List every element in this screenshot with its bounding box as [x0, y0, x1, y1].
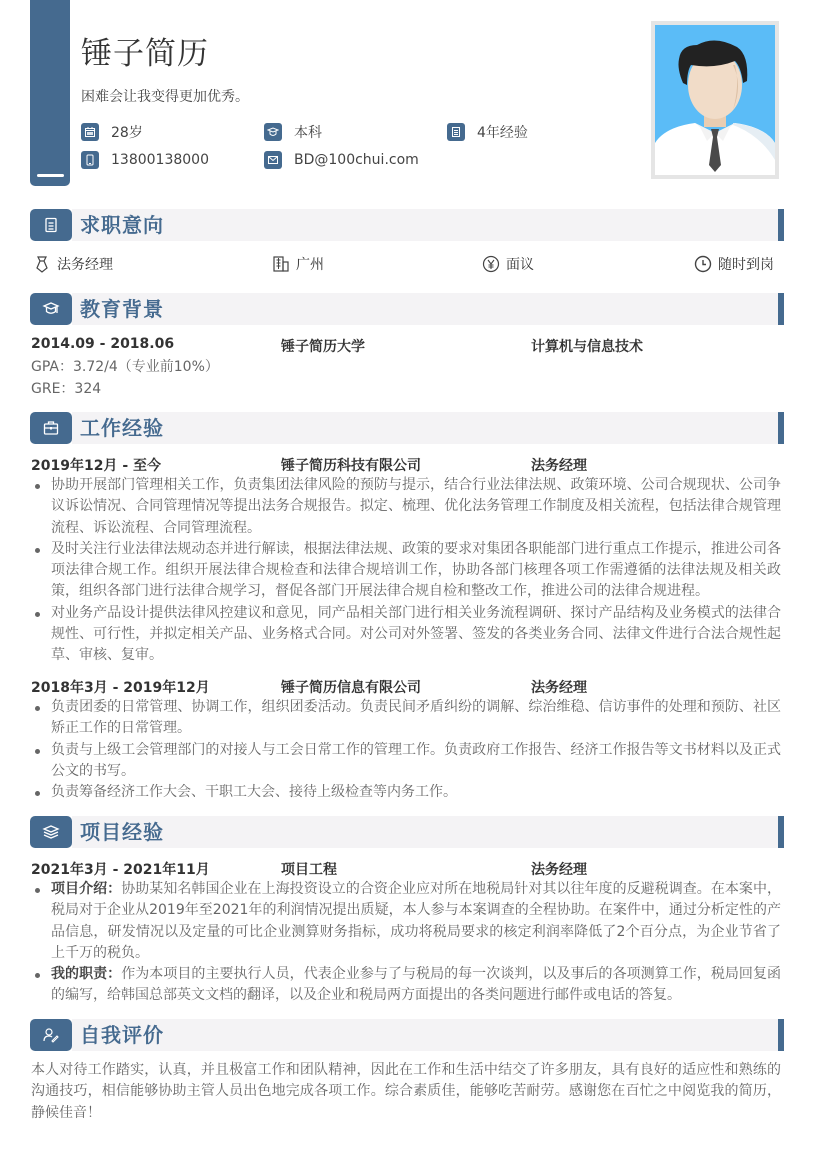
info-email [264, 151, 419, 169]
info-age [81, 122, 143, 142]
clock-icon [694, 255, 712, 273]
project-name: 项目工程 [281, 862, 337, 878]
bullet-label: 我的职责： [51, 966, 122, 983]
graduation-cap-icon [264, 123, 282, 141]
envelope-icon [264, 151, 282, 169]
job-period: 2018年3月 - 2019年12月 [31, 680, 210, 696]
job-company: 锤子简历科技有限公司 [281, 458, 421, 474]
section-title: 自我评价 [80, 1023, 164, 1047]
info-education [264, 122, 322, 142]
list-item: 负责团委的日常管理、协调工作，组织团委活动。负责民间矛盾纠纷的调解、综治维稳、信访事件的处理和预防、社区矫正工作的日常管理。 [31, 697, 781, 740]
building-icon [272, 255, 290, 273]
project-header-row [31, 859, 781, 879]
clipboard-icon [30, 209, 72, 241]
list-item: 负责与上级工会管理部门的对接人与工会日常工作的管理工作。负责政府工作报告、经济工作报告等文书材料以及正式公文的书写。 [31, 740, 781, 783]
user-edit-icon [30, 1019, 72, 1051]
education-school: 锤子简历大学 [281, 339, 365, 355]
education-gre: GRE：324 [31, 381, 102, 397]
availability-value: 随时到岗 [718, 257, 774, 273]
city-value: 广州 [296, 257, 324, 273]
project-role: 法务经理 [531, 862, 587, 878]
job-role: 法务经理 [531, 680, 587, 696]
job-bullets [31, 475, 781, 667]
section-accent-bar [778, 293, 784, 325]
header-side-bar [30, 0, 70, 186]
section-header-project [30, 816, 784, 848]
yen-circle-icon [482, 255, 500, 273]
layers-icon [30, 816, 72, 848]
list-item: 及时关注行业法律法规动态并进行解读，根据法律法规、政策的要求对集团各职能部门进行重点工作提示，推进公司各项法律合规工作。组织开展法律合规检查和法律合规培训工作，协助各部门核理各项工作需遵循的法律法规及相关政策，组织各部门进行法律合规学习，督促各部门开展法律合规自检和整改工作，推进公司的法律合规进程。 [31, 539, 781, 603]
experience-value: 4年经验 [477, 125, 528, 141]
section-header-self-eval [30, 1019, 784, 1051]
intent-availability [694, 254, 774, 274]
list-item [31, 879, 781, 964]
list-item [31, 964, 781, 1007]
phone-icon [81, 151, 99, 169]
job-role: 法务经理 [531, 458, 587, 474]
education-value: 本科 [294, 125, 322, 141]
avatar-photo [651, 21, 779, 179]
email-value[interactable]: BD@100chui.com [294, 152, 419, 168]
list-item: 对业务产品设计提供法律风控建议和意见，同产品相关部门进行相关业务流程调研、探讨产品结构及业务模式的法律合规性、可行性，并拟定相关产品、业务格式合同。对公司对外签署、签发的各类业务合同、法律文件进行合法合规性起草、审核、复审。 [31, 603, 781, 667]
bullet-text: 协助某知名韩国企业在上海投资设立的合资企业应对所在地税局针对其以往年度的反避税调查。在本案中，税局对于企业从2019年至2021年的利润情况提出质疑，本人参与本案调查的全程协助。在案件中，通过分析定性的产品信息，研发情况以及定量的可比企业测算财务指标，成功将税局要求的核定利润率降低了2个百分点，为企业节省了上千万的税负。 [51, 881, 782, 961]
graduation-cap-icon [30, 293, 72, 325]
section-accent-bar [778, 1019, 784, 1051]
briefcase-icon [30, 412, 72, 444]
list-item: 协助开展部门管理相关工作，负责集团法律风险的预防与提示，结合行业法律法规、政策环境、公司合规现状、公司争议诉讼情况、合同管理情况等提出法务合规报告。拟定、梳理、优化法务管理工作制度及相关流程，包括法律合规管理流程、诉讼流程、合同管理流程。 [31, 475, 781, 539]
section-title: 教育背景 [80, 297, 164, 321]
education-row [31, 336, 781, 356]
salary-value: 面议 [506, 257, 534, 273]
section-accent-bar [778, 209, 784, 241]
education-major: 计算机与信息技术 [531, 339, 643, 355]
tie-icon [33, 255, 51, 273]
education-gpa: GPA：3.72/4（专业前10%） [31, 359, 219, 375]
section-header-work [30, 412, 784, 444]
resume-name: 锤子简历 [81, 36, 209, 72]
job-bullets [31, 697, 781, 803]
list-item: 负责筹备经济工作大会、干职工大会、接待上级检查等内务工作。 [31, 782, 781, 803]
intent-position [33, 254, 113, 274]
section-title: 求职意向 [80, 213, 164, 237]
section-accent-bar [778, 816, 784, 848]
section-header-intent [30, 209, 784, 241]
motto: 困难会让我变得更加优秀。 [81, 89, 249, 105]
intent-salary [482, 254, 534, 274]
job-header-row [31, 677, 781, 697]
project-period: 2021年3月 - 2021年11月 [31, 862, 210, 878]
phone-value[interactable]: 13800138000 [111, 152, 209, 168]
info-experience [447, 122, 528, 142]
section-accent-bar [778, 412, 784, 444]
calendar-icon [81, 123, 99, 141]
age-value: 28岁 [111, 125, 143, 141]
bullet-text: 作为本项目的主要执行人员，代表企业参与了与税局的每一次谈判，以及事后的各项测算工作，税局回复函的编写，给韩国总部英文文档的翻译，以及企业和税局两方面提出的各类问题进行邮件或电话的答复。 [51, 966, 782, 1004]
side-bar-dash [37, 174, 64, 177]
job-header-row [31, 455, 781, 475]
section-title: 项目经验 [80, 820, 164, 844]
position-value: 法务经理 [57, 257, 113, 273]
job-company: 锤子简历信息有限公司 [281, 680, 421, 696]
intent-city [272, 254, 324, 274]
job-period: 2019年12月 - 至今 [31, 458, 162, 474]
section-header-education [30, 293, 784, 325]
education-period: 2014.09 - 2018.06 [31, 336, 175, 352]
bullet-label: 项目介绍： [51, 881, 122, 897]
person-avatar-icon [655, 25, 775, 175]
project-bullets [31, 879, 781, 1007]
section-title: 工作经验 [80, 416, 164, 440]
self-eval-text: 本人对待工作踏实，认真，并且极富工作和团队精神，因此在工作和生活中结交了许多朋友，具有良好的适应性和熟练的沟通技巧，相信能够协助主管人员出色地完成各项工作。综合素质佳，能够吃苦耐劳。感谢您在百忙之中阅览我的简历，静候佳音！ [31, 1062, 781, 1121]
info-phone [81, 151, 209, 169]
clipboard-icon [447, 123, 465, 141]
